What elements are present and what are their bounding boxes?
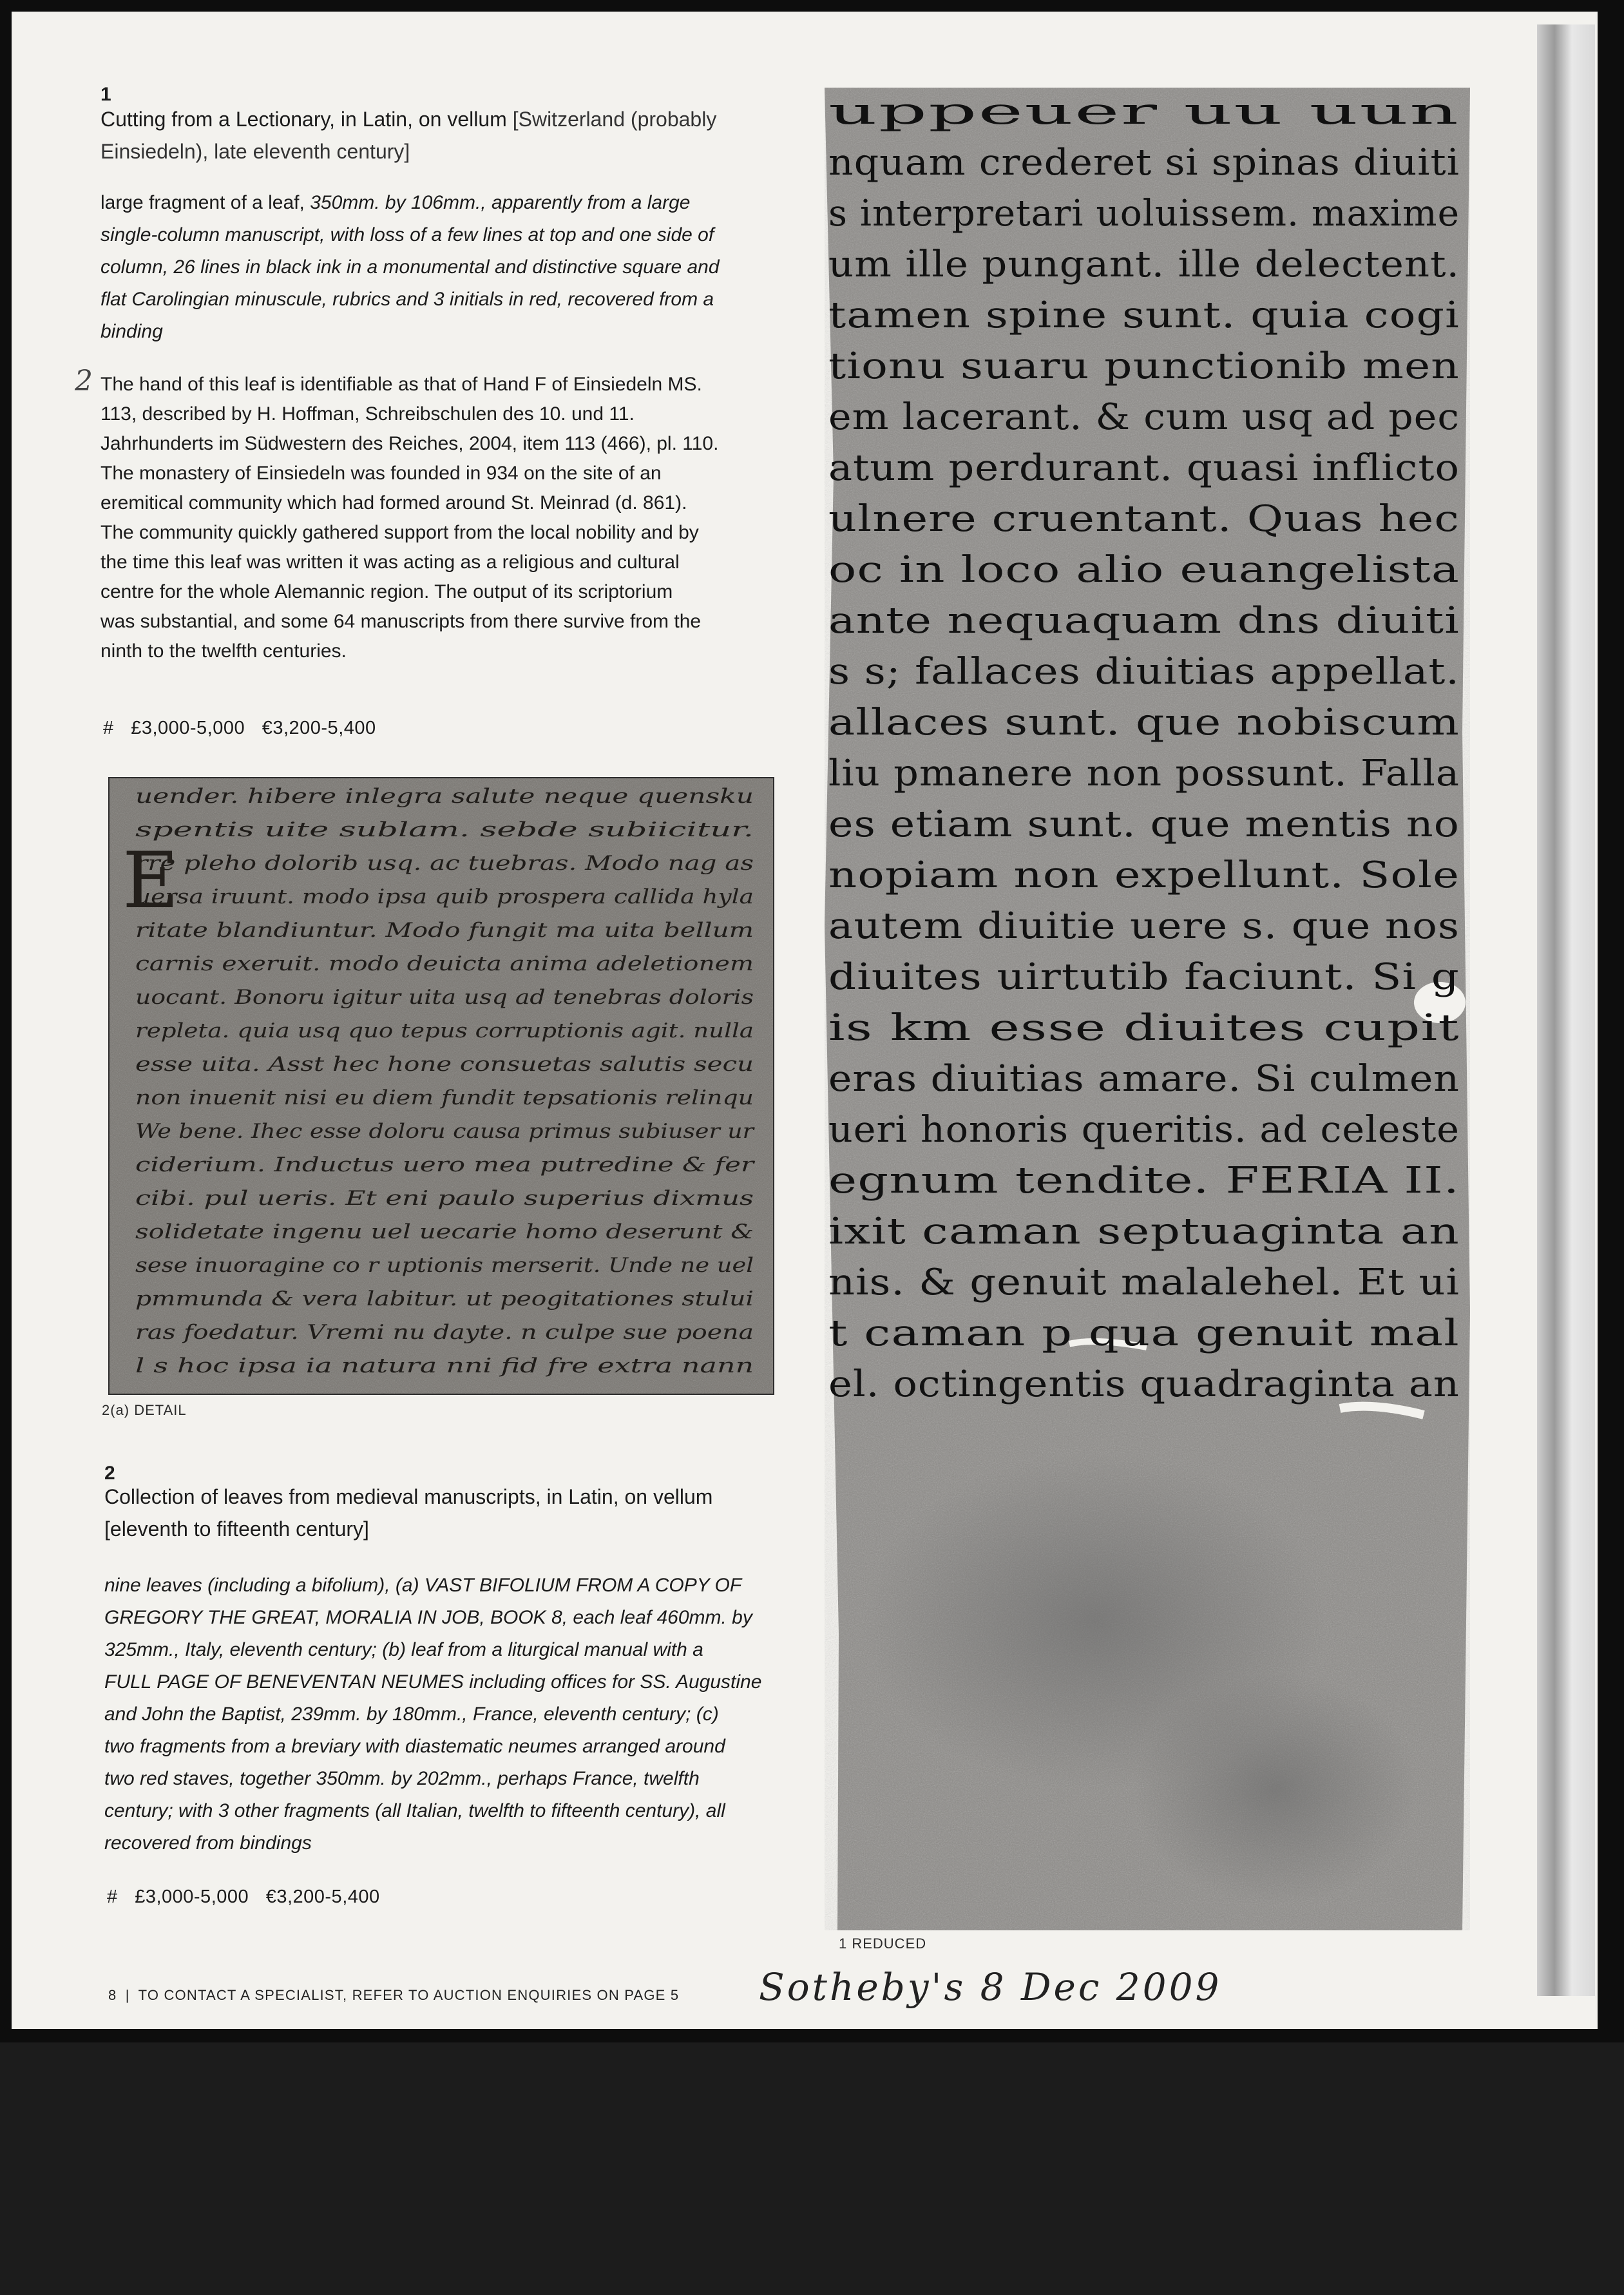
- lot-2-desc-line: and John the Baptist, 239mm. by 180mm., France, eleventh century; (c): [104, 1704, 719, 1725]
- detail-text-line: uersa iruunt. modo ipsa quib prospera callida hyla: [135, 885, 754, 908]
- lot-1-title-main: Cutting from a Lectionary, in Latin, on vellum: [100, 108, 507, 131]
- essay-line: The hand of this leaf is identifiable as that of Hand F of Einsiedeln MS.: [100, 374, 702, 395]
- estimate-gbp: £3,000-5,000: [135, 1887, 249, 1907]
- estimate-symbol: #: [107, 1887, 118, 1907]
- catalogue-page: [12, 12, 1598, 2029]
- lot-2-desc-line: recovered from bindings: [104, 1832, 312, 1854]
- lot-1-description: [100, 187, 809, 348]
- lot-2-title-line: [eleventh to fifteenth century]: [104, 1517, 369, 1541]
- leaf-text-line: ulnere cruentant. Quas hec: [828, 498, 1460, 540]
- detail-text-line: ciderium. Inductus uero mea putredine & fer: [135, 1153, 756, 1176]
- detail-initial-letter: E: [122, 836, 179, 926]
- lot-1-desc-line: flat Carolingian minuscule, rubrics and 3 initials in red, recovered from a: [100, 289, 714, 310]
- lot-2-desc-line: GREGORY THE GREAT, MORALIA IN JOB, BOOK 8, each leaf 460mm. by: [104, 1607, 752, 1628]
- lot-1-desc-line: binding: [100, 321, 163, 342]
- lectionary-leaf-scan: [825, 88, 1470, 1930]
- lot-2-desc-line: nine leaves (including a bifolium), (a) VAST BIFOLIUM FROM A COPY OF: [104, 1575, 742, 1596]
- essay-line: ninth to the twelfth centuries.: [100, 640, 347, 662]
- lot-2-description: [104, 1570, 813, 1859]
- detail-text-line: rre pleho dolorib usq. ac tuebras. Modo nag as: [135, 852, 754, 875]
- leaf-text-line: atum perdurant. quasi inflicto: [828, 447, 1460, 489]
- estimate-eur: €3,200-5,400: [265, 1887, 380, 1907]
- leaf-text-line: liu pmanere non possunt. Falla: [828, 753, 1460, 794]
- detail-text-line: spentis uite sublam. sebde subiicitur.: [135, 818, 754, 841]
- page-footer: [108, 1987, 679, 2004]
- detail-manuscript-scan: [110, 778, 773, 1394]
- footer-separator: |: [125, 1987, 130, 2003]
- detail-caption: 2(a) DETAIL: [102, 1402, 187, 1418]
- lectionary-leaf-image: [825, 88, 1470, 1930]
- lot-2-title-line: Collection of leaves from medieval manuscripts, in Latin, on vellum: [104, 1485, 713, 1508]
- essay-line: The community quickly gathered support from the local nobility and by: [100, 522, 699, 543]
- leaf-text-line: um ille pungant. ille delectent.: [828, 244, 1460, 285]
- leaf-text-line: is km esse diuites cupit: [828, 1007, 1460, 1049]
- leaf-text-line: diuites uirtutib faciunt. Si g: [828, 956, 1460, 998]
- detail-text-line: carnis exeruit. modo deuicta anima adeletionem: [135, 952, 754, 975]
- leaf-text-line: es etiam sunt. que mentis no: [828, 803, 1460, 845]
- lot-1-desc-line: single-column manuscript, with loss of a few lines at top and one side of: [100, 224, 714, 245]
- lot-2-number: 2: [104, 1463, 115, 1484]
- detail-text-line: repleta. quia usq quo tepus corruptionis agit. nulla: [135, 1019, 754, 1042]
- detail-text-line: esse uita. Asst hec hone consuetas salutis secu: [135, 1053, 754, 1076]
- leaf-text-line: tamen spine sunt. quia cogi: [828, 294, 1460, 336]
- detail-text-line: solidetate ingenu uel uecarie homo deserunt &: [135, 1220, 754, 1244]
- lot-1-desc-lead: large fragment of a leaf,: [100, 192, 305, 213]
- leaf-text-line: egnum tendite. FERIA II.: [828, 1160, 1460, 1202]
- book-gutter: [1537, 24, 1595, 1996]
- leaf-text-line: nis. & genuit malalehel. Et ui: [828, 1262, 1460, 1303]
- margin-annotation: 2: [75, 365, 93, 398]
- lot-1-title-origin-b: Einsiedeln), late eleventh century]: [100, 140, 410, 163]
- handwritten-sale-note: Sotheby's 8 Dec 2009: [759, 1965, 1222, 2009]
- lot-1-desc-line: column, 26 lines in black ink in a monumental and distinctive square and: [100, 256, 720, 278]
- lot-2-desc-line: 325mm., Italy, eleventh century; (b) leaf from a liturgical manual with a: [104, 1639, 703, 1660]
- leaf-text-line: em lacerant. & cum usq ad pec: [828, 396, 1460, 438]
- estimate-gbp: £3,000-5,000: [131, 718, 245, 738]
- detail-text-line: uocant. Bonoru igitur uita usq ad tenebras doloris: [135, 986, 754, 1009]
- leaf-caption: 1 REDUCED: [839, 1935, 927, 1952]
- leaf-text-line: nquam crederet si spinas diuiti: [828, 142, 1460, 184]
- leaf-text-line: autem diuitie uere s. que nos: [828, 905, 1460, 947]
- leaf-text-line: t caman p qua genuit mal: [828, 1312, 1460, 1354]
- leaf-text-line: el. octingentis quadraginta an: [828, 1363, 1460, 1405]
- essay-line: was substantial, and some 64 manuscripts from there survive from the: [100, 611, 702, 632]
- lot-2-desc-line: two red staves, together 350mm. by 202mm., perhaps France, twelfth: [104, 1768, 700, 1789]
- page-number: 8: [108, 1987, 117, 2003]
- lot-1-desc-line: 350mm. by 106mm., apparently from a large: [310, 192, 691, 213]
- leaf-text-line: allaces sunt. que nobiscum: [828, 702, 1460, 744]
- lot-1-title: [100, 103, 796, 168]
- detail-text-line: pmmunda & vera labitur. ut peogitationes stului: [135, 1287, 754, 1311]
- scan-bottom-band: [0, 2042, 1624, 2295]
- leaf-text-line: ueri honoris queritis. ad celeste: [828, 1109, 1460, 1151]
- leaf-text-line: uppeuer uu uun: [828, 91, 1460, 133]
- detail-text-line: non inuenit nisi eu diem fundit tepsationis relinqu: [135, 1086, 754, 1109]
- leaf-text-line: s interpretari uoluissem. maxime: [828, 193, 1460, 235]
- lot-2-title: [104, 1481, 813, 1545]
- specialist-contact-note: TO CONTACT A SPECIALIST, REFER TO AUCTION ENQUIRIES ON PAGE 5: [138, 1987, 680, 2003]
- lot-2-estimate: [107, 1887, 392, 1908]
- essay-line: the time this leaf was written it was acting as a religious and cultural: [100, 552, 680, 573]
- detail-text-line: ritate blandiuntur. Modo fungit ma uita bellum: [135, 919, 754, 942]
- essay-line: eremitical community which had formed around St. Meinrad (d. 861).: [100, 492, 687, 514]
- leaf-text-line: tionu suaru punctionib men: [828, 345, 1460, 387]
- essay-line: 113, described by H. Hoffman, Schreibschulen des 10. und 11.: [100, 403, 635, 425]
- leaf-text-line: s s; fallaces diuitias appellat.: [828, 651, 1460, 693]
- leaf-text-line: eras diuitias amare. Si culmen: [828, 1058, 1460, 1100]
- lot-2-desc-line: century; with 3 other fragments (all Italian, twelfth to fifteenth century), all: [104, 1800, 725, 1821]
- lot-2-desc-line: FULL PAGE OF BENEVENTAN NEUMES including offices for SS. Augustine: [104, 1671, 762, 1693]
- detail-text-line: We bene. Ihec esse doloru causa primus subiuser ur: [135, 1120, 756, 1143]
- lot-1-title-origin-a: [Switzerland (probably: [512, 108, 717, 131]
- detail-text-line: ras foedatur. Vremi nu dayte. n culpe sue poena: [135, 1321, 754, 1344]
- lot-1-estimate: [103, 718, 388, 739]
- estimate-symbol: #: [103, 718, 114, 738]
- detail-text-line: cibi. pul ueris. Et eni paulo superius dixmus: [135, 1187, 754, 1210]
- leaf-text-line: nopiam non expellunt. Sole: [828, 854, 1460, 896]
- estimate-eur: €3,200-5,400: [262, 718, 376, 738]
- essay-line: Jahrhunderts im Südwestern des Reiches, 2004, item 113 (466), pl. 110.: [100, 433, 719, 454]
- essay-line: The monastery of Einsiedeln was founded in 934 on the site of an: [100, 463, 662, 484]
- leaf-text-line: ixit caman septuaginta an: [828, 1211, 1460, 1253]
- detail-text-line: uender. hibere inlegra salute neque quensku: [135, 785, 754, 808]
- detail-manuscript-image: [108, 777, 774, 1395]
- lot-2-desc-line: two fragments from a breviary with diastematic neumes arranged around: [104, 1736, 725, 1757]
- essay-line: centre for the whole Alemannic region. The output of its scriptorium: [100, 581, 673, 602]
- lot-1-number: 1: [100, 84, 111, 105]
- detail-text-line: l s hoc ipsa ia natura nni fid fre extra nann: [135, 1354, 754, 1378]
- leaf-text-line: ante nequaquam dns diuiti: [828, 600, 1460, 642]
- detail-text-line: sese inuoragine co r uptionis merserit. Unde ne uel: [135, 1254, 754, 1277]
- lot-1-essay: [100, 370, 758, 666]
- leaf-text-line: oc in loco alio euangelista: [828, 549, 1460, 591]
